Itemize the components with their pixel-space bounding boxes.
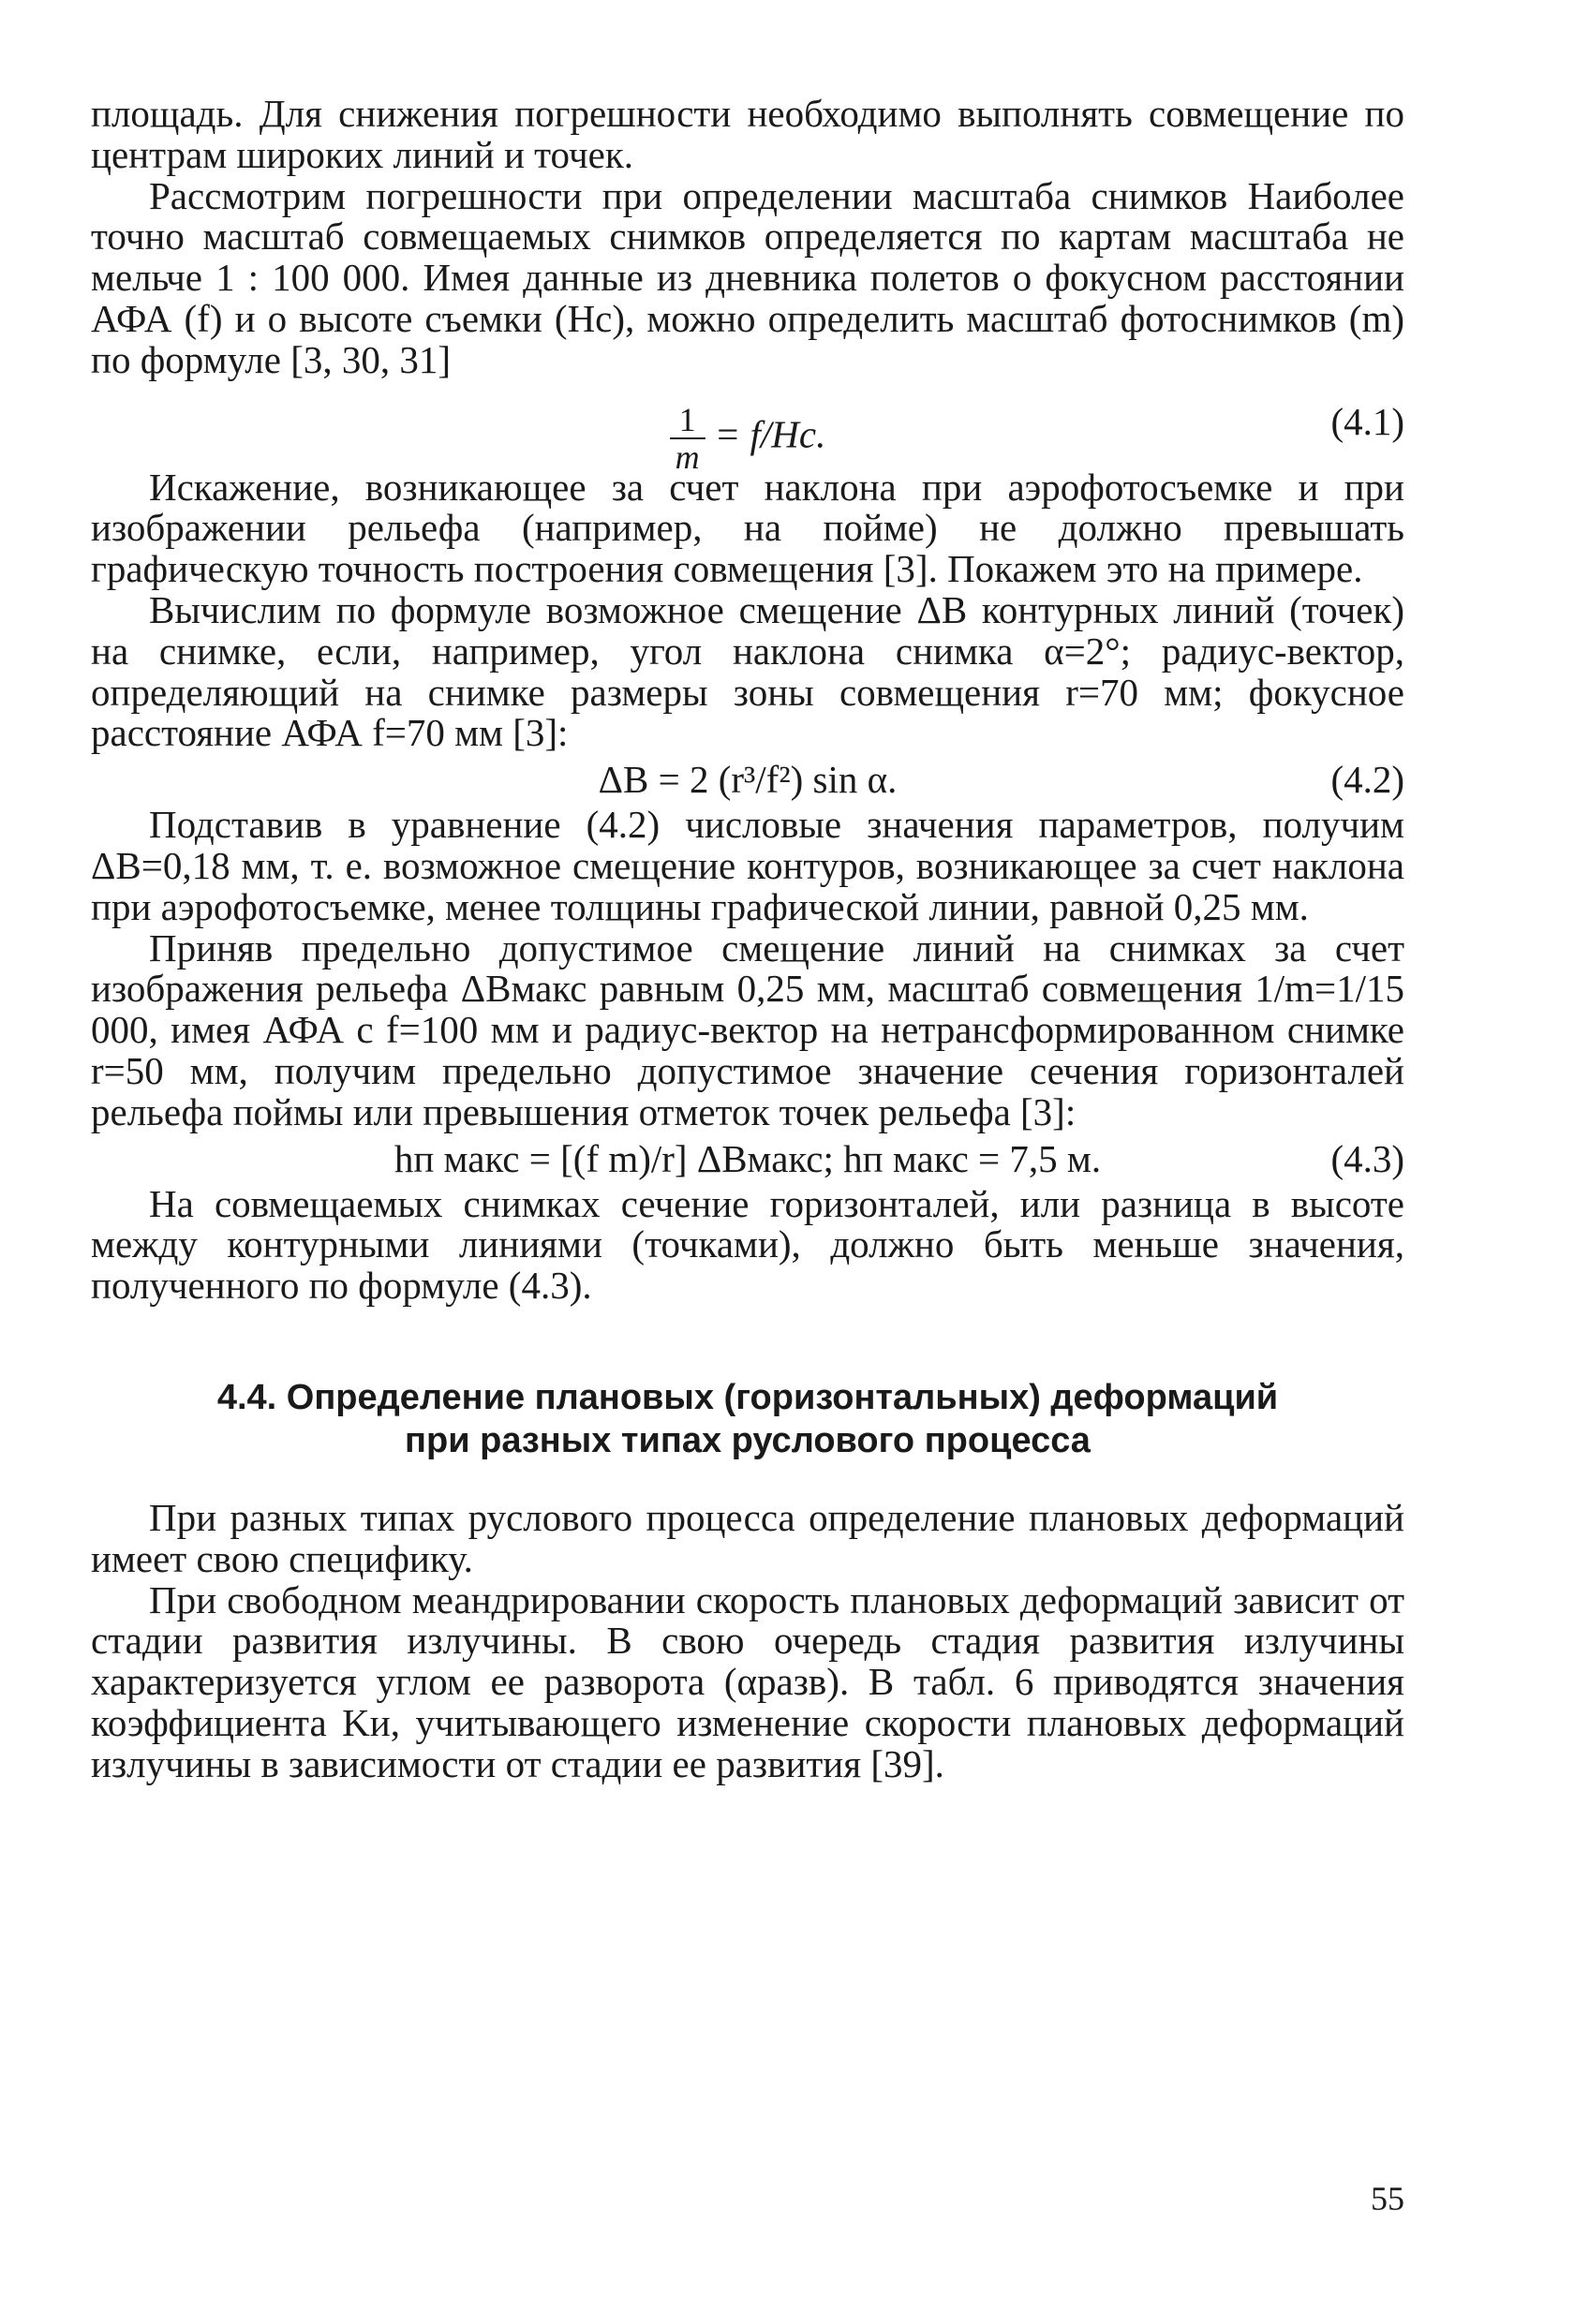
formula-4-2 [91,756,1404,803]
paragraph-6: Приняв предельно допустимое смещение линий на снимках за счет изображения рельефа ΔBмакс равным 0,25 мм, масштаб совмещения 1/m=1/15 000, имея АФА с f=100 мм и радиус-вектор на нетрансформированном снимке r=50 мм, получим предельно допустимое значение сечения горизонталей рельефа поймы или превышения отметок точек рельефа [3]: [91,925,1404,1133]
formula-4-3 [91,1135,1404,1182]
section-heading-line-2: при разных типах руслового процесса [405,1420,1091,1460]
fraction-denominator: m [675,437,700,476]
formula-4-1-number: (4.1) [1330,399,1404,443]
paragraph-8: При разных типах руслового процесса определение плановых деформаций имеет свою специфику. [91,1495,1404,1580]
formula-4-1-rhs: = f/Hc. [714,411,826,455]
formula-4-3-number: (4.3) [1330,1136,1404,1180]
paragraph-7: На совмещаемых снимках сечение горизонталей, или разница в высоте между контурными линиями (точками), должно быть меньше значения, полученного по формуле (4.3). [91,1181,1404,1308]
fraction-numerator: 1 [670,402,705,439]
formula-4-1 [91,383,1404,476]
formula-4-2-expression: ΔB = 2 (r³/f²) sin α. [598,758,898,802]
formula-4-1-expression [91,399,1404,476]
page-number: 55 [1371,2180,1404,2217]
formula-4-2-number: (4.2) [1330,758,1404,802]
paragraph-9: При свободном меандрировании скорость плановых деформаций зависит от стадии развития излучины. В свою очередь стадия развития излучины характеризуется углом ее разворота (αразв). В табл. 6 приводятся значения коэффициента Kи, учитывающего изменение скорости плановых деформаций излучины в зависимости от стадии ее развития [39]. [91,1577,1404,1785]
book-page [91,94,1404,2276]
paragraph-4: Вычислим по формуле возможное смещение ΔB контурных линий (точек) на снимке, если, например, угол наклона снимка α=2°; радиус-вектор, определяющий на снимке размеры зоны совмещения r=70 мм; фокусное расстояние АФА f=70 мм [3]: [91,587,1404,755]
formula-4-3-expression: hп макс = [(f m)/r] ΔBмакс; hп макс = 7,5 м. [394,1136,1102,1180]
paragraph-1: площадь. Для снижения погрешности необходимо выполнять совмещение по центрам широких линий и точек. [91,92,1404,176]
paragraph-2: Рассмотрим погрешности при определении масштаба снимков Наиболее точно масштаб совмещаемых снимков определяется по картам масштаба не мельче 1 : 100 000. Имея данные из дневника полетов о фокусном расстоянии АФА (f) и о высоте съемки (Hc), можно определить масштаб фотоснимков (m) по формуле [3, 30, 31] [91,173,1404,381]
section-heading [91,1376,1404,1462]
fraction [670,402,705,475]
section-heading-line-1: 4.4. Определение плановых (горизонтальных) деформаций [216,1377,1279,1417]
paragraph-3: Искажение, возникающее за счет наклона при аэрофотосъемке и при изображении рельефа (например, на пойме) не должно превышать графическую точность построения совмещения [3]. Покажем это на примере. [91,465,1404,591]
paragraph-5: Подставив в уравнение (4.2) числовые значения параметров, получим ΔB=0,18 мм, т. е. возможное смещение контуров, возникающее за счет наклона при аэрофотосъемке, менее толщины графической линии, равной 0,25 мм. [91,803,1404,928]
